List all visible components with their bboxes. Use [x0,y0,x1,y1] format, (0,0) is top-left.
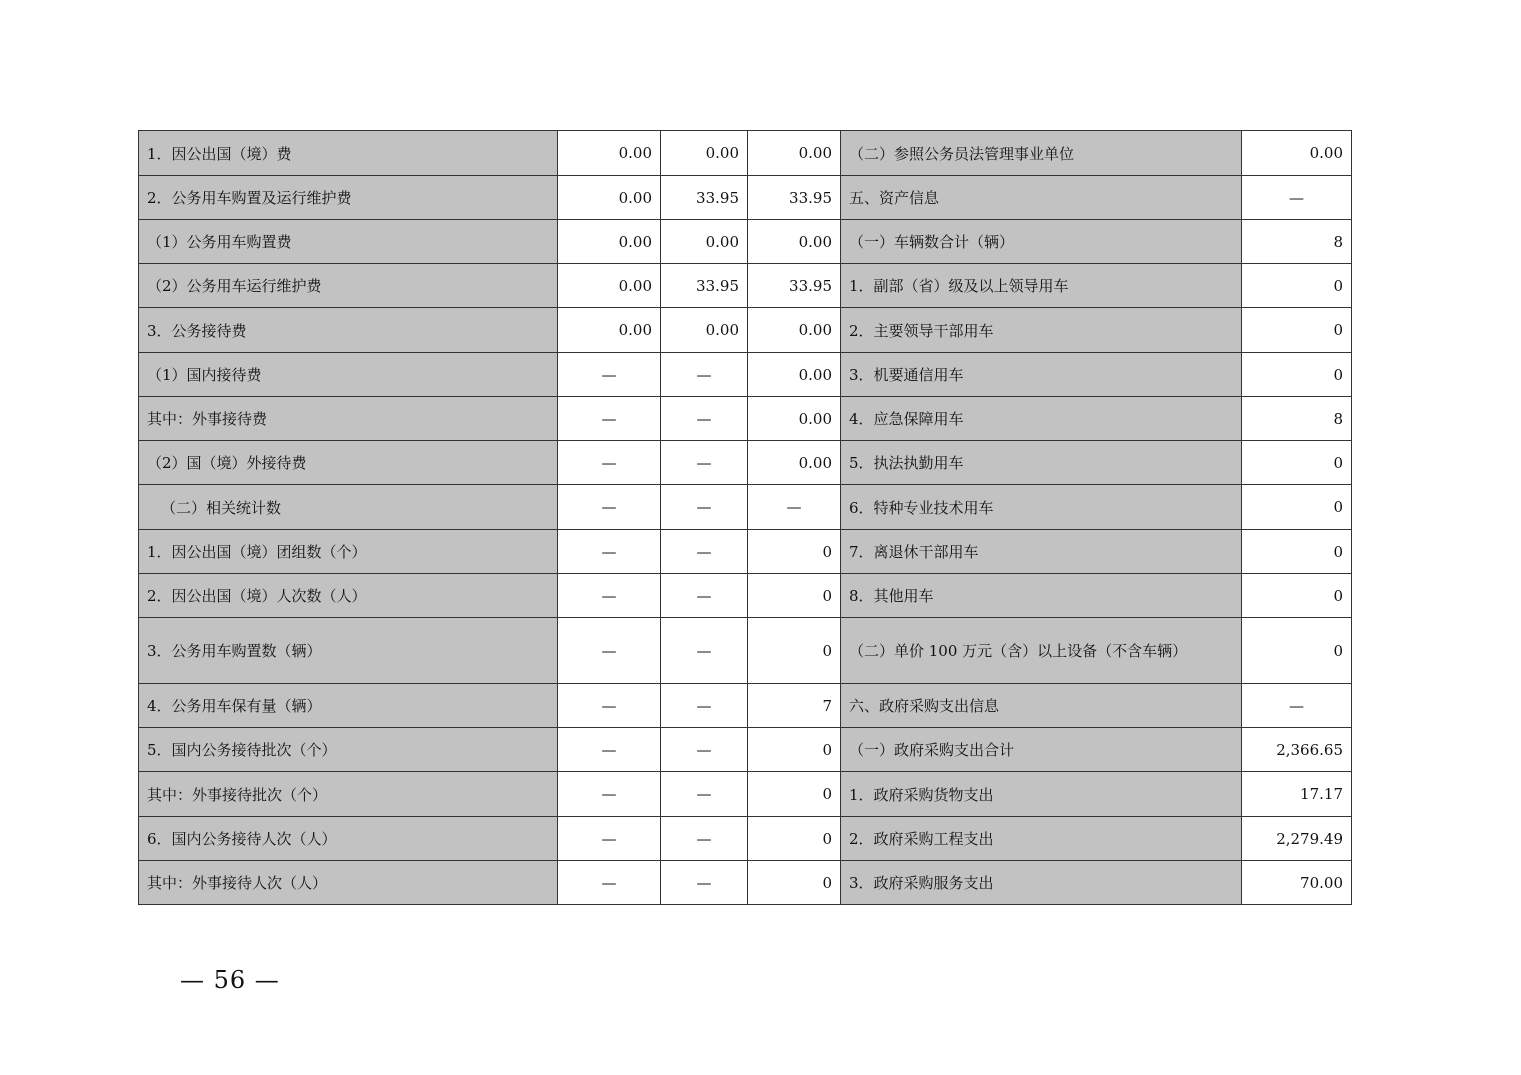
table-row [139,308,1352,353]
cell-value: — [558,441,661,485]
table-row [139,264,1352,308]
cell-value: 0.00 [748,308,841,353]
cell-value: 0.00 [558,308,661,353]
row-label: 1．因公出国（境）费 [139,131,558,176]
cell-value: 0 [1242,530,1352,574]
cell-value: — [661,728,748,772]
cell-value: 7 [748,684,841,728]
row-label: 其中：外事接待费 [139,397,558,441]
cell-value: 8 [1242,397,1352,441]
cell-value: 0.00 [661,220,748,264]
cell-value: 0 [748,861,841,905]
cell-value: — [661,530,748,574]
row-label: 5．执法执勤用车 [841,441,1242,485]
table-row [139,772,1352,817]
cell-value: 0 [1242,485,1352,530]
row-label: 4．应急保障用车 [841,397,1242,441]
row-label: （二）参照公务员法管理事业单位 [841,131,1242,176]
cell-value: 0 [748,728,841,772]
table-row [139,220,1352,264]
page-number: — 56 — [180,966,280,994]
cell-value: 0 [1242,574,1352,618]
cell-value: 0.00 [558,264,661,308]
row-label: （二）单价 100 万元（含）以上设备（不含车辆） [841,618,1242,684]
cell-value: — [748,485,841,530]
cell-value: 0.00 [558,131,661,176]
row-label: （一）车辆数合计（辆） [841,220,1242,264]
cell-value: 0.00 [1242,131,1352,176]
cell-value: 0 [748,618,841,684]
cell-value: — [558,861,661,905]
cell-value: 0.00 [558,220,661,264]
cell-value: 0 [1242,308,1352,353]
cell-value: 2,366.65 [1242,728,1352,772]
cell-value: 0.00 [661,308,748,353]
cell-value: 33.95 [661,264,748,308]
cell-value: 17.17 [1242,772,1352,817]
row-label: 4．公务用车保有量（辆） [139,684,558,728]
row-label: 2．主要领导干部用车 [841,308,1242,353]
table-row [139,485,1352,530]
cell-value: — [661,485,748,530]
row-label: （2）公务用车运行维护费 [139,264,558,308]
cell-value: — [558,684,661,728]
row-label: 1．因公出国（境）团组数（个） [139,530,558,574]
row-label: 1．政府采购货物支出 [841,772,1242,817]
row-label: （一）政府采购支出合计 [841,728,1242,772]
cell-value: — [558,530,661,574]
row-label: 6．国内公务接待人次（人） [139,817,558,861]
row-label: 3．公务用车购置数（辆） [139,618,558,684]
cell-value: 8 [1242,220,1352,264]
row-label: 2．因公出国（境）人次数（人） [139,574,558,618]
cell-value: — [661,397,748,441]
expenditure-table [138,130,1352,905]
cell-value: — [661,817,748,861]
cell-value: — [558,353,661,397]
row-label: （1）公务用车购置费 [139,220,558,264]
row-label: （2）国（境）外接待费 [139,441,558,485]
cell-value: — [661,618,748,684]
cell-value: — [661,353,748,397]
cell-value: 33.95 [748,176,841,220]
cell-value: 33.95 [748,264,841,308]
row-label: 六、政府采购支出信息 [841,684,1242,728]
table-row [139,817,1352,861]
table-row [139,397,1352,441]
cell-value: — [661,441,748,485]
row-label: 3．政府采购服务支出 [841,861,1242,905]
cell-value: 0.00 [748,397,841,441]
table-row [139,441,1352,485]
row-label: 8．其他用车 [841,574,1242,618]
row-label: 6．特种专业技术用车 [841,485,1242,530]
cell-value: — [558,772,661,817]
cell-value: — [558,485,661,530]
cell-value: 0.00 [661,131,748,176]
cell-value: 0.00 [748,131,841,176]
cell-value: — [558,397,661,441]
table-row [139,574,1352,618]
cell-value: 0 [748,772,841,817]
cell-value: 70.00 [1242,861,1352,905]
cell-value: 2,279.49 [1242,817,1352,861]
row-label: 7．离退休干部用车 [841,530,1242,574]
cell-value: — [661,861,748,905]
cell-value: — [661,574,748,618]
cell-value: — [661,772,748,817]
table-row [139,728,1352,772]
table-row [139,861,1352,905]
table-row [139,353,1352,397]
row-label: （二）相关统计数 [139,485,558,530]
row-label: 2．政府采购工程支出 [841,817,1242,861]
cell-value: 0.00 [558,176,661,220]
cell-value: 0 [1242,264,1352,308]
row-label: 2．公务用车购置及运行维护费 [139,176,558,220]
cell-value: 0.00 [748,353,841,397]
row-label: 3．机要通信用车 [841,353,1242,397]
cell-value: 33.95 [661,176,748,220]
table-row [139,530,1352,574]
row-label: 五、资产信息 [841,176,1242,220]
table-row [139,618,1352,684]
cell-value: — [558,574,661,618]
cell-value: — [1242,684,1352,728]
row-label: 其中：外事接待批次（个） [139,772,558,817]
cell-value: — [1242,176,1352,220]
cell-value: 0.00 [748,441,841,485]
row-label: 3．公务接待费 [139,308,558,353]
table-row [139,131,1352,176]
cell-value: 0 [748,817,841,861]
cell-value: 0 [1242,618,1352,684]
table-row [139,176,1352,220]
row-label: （1）国内接待费 [139,353,558,397]
cell-value: — [558,728,661,772]
cell-value: 0 [1242,353,1352,397]
cell-value: 0 [748,530,841,574]
cell-value: — [661,684,748,728]
cell-value: — [558,817,661,861]
cell-value: — [558,618,661,684]
cell-value: 0 [748,574,841,618]
table-row [139,684,1352,728]
row-label: 其中：外事接待人次（人） [139,861,558,905]
row-label: 5．国内公务接待批次（个） [139,728,558,772]
cell-value: 0 [1242,441,1352,485]
cell-value: 0.00 [748,220,841,264]
row-label: 1．副部（省）级及以上领导用车 [841,264,1242,308]
